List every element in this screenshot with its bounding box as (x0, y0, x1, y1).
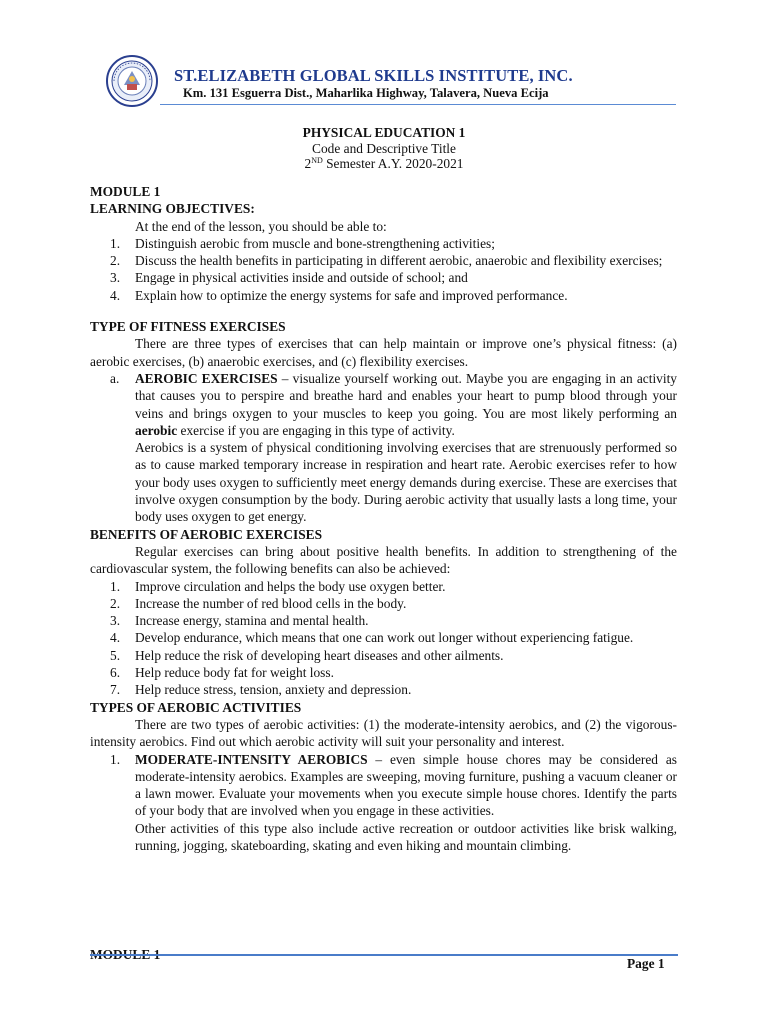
footer-divider (90, 954, 678, 956)
moderate-aerobics-item (90, 751, 677, 820)
fitness-intro: There are three types of exercises that can help maintain or improve one’s physical fitness: (a) aerobic exercises, (b) anaerobic exercises, and (c) flexibility exercises. (90, 336, 677, 369)
objectives-heading: LEARNING OBJECTIVES: (90, 201, 255, 217)
benefits-list (90, 578, 677, 699)
fitness-heading: TYPE OF FITNESS EXERCISES (90, 319, 286, 335)
course-title-block (90, 125, 678, 172)
list-text: Help reduce body fat for weight loss. (135, 665, 334, 681)
list-number: 4. (110, 287, 121, 303)
module-content (90, 183, 677, 854)
institute-address: Km. 131 Esguerra Dist., Maharlika Highway, Talavera, Nueva Ecija (183, 86, 549, 100)
list-text: Engage in physical activities inside and outside of school; and (135, 270, 468, 286)
semester-rest: Semester A.Y. 2020-2021 (322, 156, 464, 171)
list-number: 6. (110, 665, 121, 681)
list-number: 1. (110, 751, 121, 767)
list-number: 3. (110, 613, 121, 629)
list-number: 7. (110, 682, 121, 698)
list-text: Explain how to optimize the energy systems for safe and improved performance. (135, 287, 568, 303)
list-text: Develop endurance, which means that one can work out longer without experiencing fatigue. (135, 630, 634, 646)
semester-suffix: ND (311, 156, 323, 165)
list-item (90, 287, 677, 304)
list-number: 2. (110, 595, 121, 611)
types-heading: TYPES OF AEROBIC ACTIVITIES (90, 699, 302, 715)
page-number: Page 1 (627, 956, 665, 971)
list-number: 4. (110, 630, 121, 646)
list-text: Improve circulation and helps the body use oxygen better. (135, 578, 446, 594)
list-number: 3. (110, 270, 121, 286)
aerobic-title: AEROBIC EXERCISES (135, 370, 278, 386)
list-item (90, 664, 677, 681)
course-subtitle: Code and Descriptive Title (312, 140, 456, 156)
list-text: Discuss the health benefits in participating in different aerobic, anaerobic and flexibility exercises; (135, 253, 663, 269)
institute-name: ST.ELIZABETH GLOBAL SKILLS INSTITUTE, INC. (174, 66, 573, 85)
list-item (90, 252, 677, 269)
moderate-aerobics-desc: – even simple house chores may be considered as moderate-intensity aerobics. Examples are sweeping, moving furniture, pushing a vacuum cleaner or a lawn mower. Evaluate your movements when you execute simple house chores. Identify the parts of your body that are involved when you engage in these activities. (135, 751, 677, 819)
aerobic-item (90, 370, 677, 439)
list-number: 1. (110, 235, 121, 251)
list-item (90, 647, 677, 664)
moderate-aerobics-other: Other activities of this type also include active recreation or outdoor activities like brisk walking, running, jogging, skateboarding, skating and even hiking and mountain climbing. (135, 820, 677, 853)
aerobic-text-part1: – visualize yourself working out. Maybe you are engaging in an activity that causes you to perspire and breathe hard and enables your heart to pump blood through your veins and brings oxygen to your muscles to keep you going. You are most likely performing an (135, 370, 678, 421)
list-number: 5. (110, 647, 121, 663)
list-item (90, 578, 677, 595)
semester-line (90, 156, 678, 172)
list-letter: a. (110, 370, 120, 386)
list-text: Distinguish aerobic from muscle and bone-strengthening activities; (135, 235, 495, 251)
list-item (90, 235, 677, 252)
list-text: Increase energy, stamina and mental health. (135, 613, 369, 629)
list-text: Increase the number of red blood cells in the body. (135, 595, 407, 611)
header-divider (160, 104, 676, 105)
course-title: PHYSICAL EDUCATION 1 (302, 125, 466, 140)
list-item (90, 681, 677, 698)
moderate-aerobics-text (135, 751, 677, 820)
objectives-list (90, 235, 677, 304)
aerobic-text (135, 370, 677, 439)
module-label: MODULE 1 (90, 184, 161, 199)
list-item (90, 629, 677, 646)
types-intro: There are two types of aerobic activities: (1) the moderate-intensity aerobics, and (2) the vigorous-intensity aerobics. Find out which aerobic activity will suit your personality and interest. (90, 716, 677, 750)
list-number: 2. (110, 253, 121, 269)
list-item (90, 595, 677, 612)
aerobic-definition: Aerobics is a system of physical conditioning involving exercises that are strenuously performed so as to cause marked temporary increase in respiration and heart rate. Aerobic exercises refer to how your body uses oxygen to sufficiently meet energy demands during exercise. These are exercises that involve oxygen consumption by the body. During aerobic activity that usually lasts a long time, your body uses oxygen to get energy. (135, 440, 677, 525)
aerobic-text-part2: exercise if you are engaging in this type of activity. (177, 422, 455, 438)
semester-number: 2 (304, 156, 312, 171)
footer-module-label: MODULE 1 (90, 947, 161, 962)
list-text: Help reduce stress, tension, anxiety and depression. (135, 682, 412, 698)
list-item (90, 269, 677, 286)
list-text: Help reduce the risk of developing heart diseases and other ailments. (135, 647, 504, 663)
aerobic-bold-word: aerobic (135, 422, 178, 438)
moderate-aerobics-title: MODERATE-INTENSITY AEROBICS (135, 751, 368, 767)
list-number: 1. (110, 578, 121, 594)
school-seal-logo (106, 55, 158, 107)
benefits-heading: BENEFITS OF AEROBIC EXERCISES (90, 526, 323, 542)
benefits-intro: Regular exercises can bring about positive health benefits. In addition to strengthening of the cardiovascular system, the following benefits can also be achieved: (90, 543, 677, 577)
list-item (90, 612, 677, 629)
objectives-intro: At the end of the lesson, you should be able to: (135, 218, 387, 234)
